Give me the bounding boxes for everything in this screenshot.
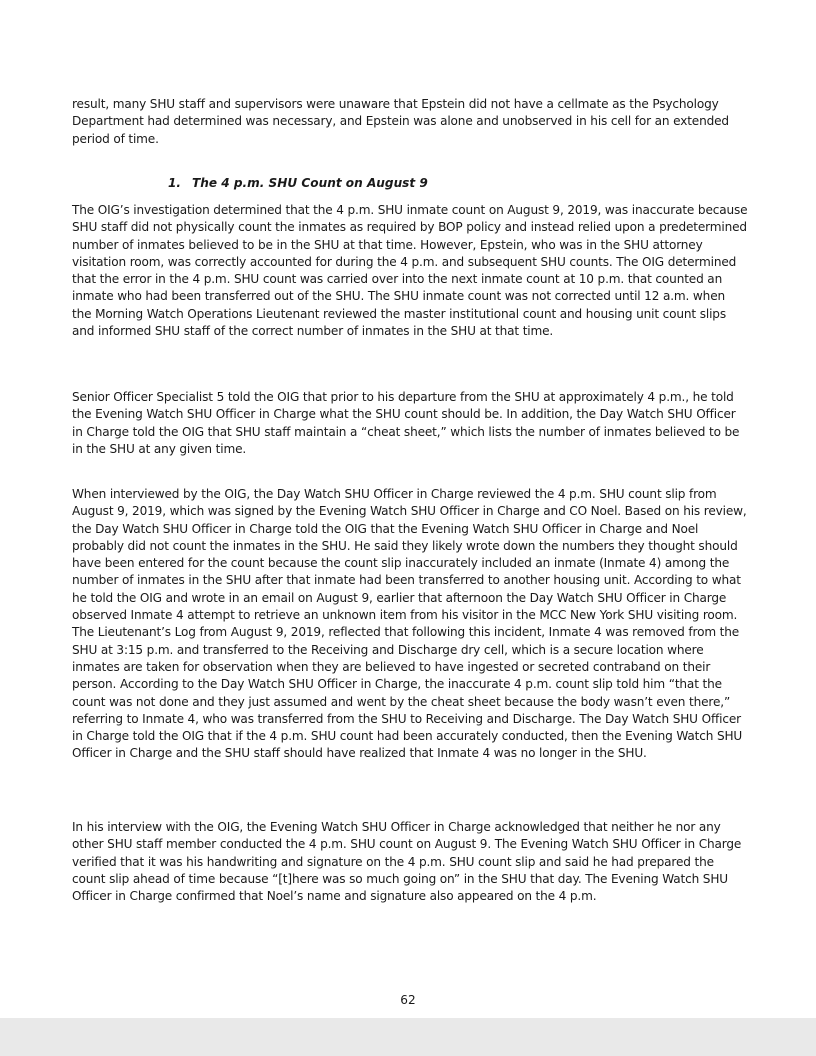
paragraph-evening-watch-interview: In his interview with the OIG, the Evening Watch SHU Officer in Charge acknowledged that neither he nor any other SHU staff member conducted the 4 p.m. SHU count on August 9. The Evening Watch SHU Officer in Charge verified that it was his handwriting and signature on the 4 p.m. SHU count slip and said he had prepared the count slip ahead of time because “[t]here was so much going on” in the SHU that day. The Evening Watch SHU Officer in Charge confirmed that Noel’s name and signature also appeared on the 4 p.m. <box>72 820 742 904</box>
page-number: 62 <box>400 993 416 1007</box>
paragraph-senior-officer: Senior Officer Specialist 5 told the OIG that prior to his departure from the SHU at approximately 4 p.m., he told the Evening Watch SHU Officer in Charge what the SHU count should be. In addition, the Day Watch SHU Officer in Charge told the OIG that SHU staff maintain a “cheat sheet,” which lists the number of inmates believed to be in the SHU at any given time. <box>72 390 740 456</box>
section-heading-number: 1. <box>168 176 182 190</box>
paragraph-investigation: The OIG’s investigation determined that the 4 p.m. SHU inmate count on August 9, 2019, was inaccurate because SHU staff did not physically count the inmates as required by BOP policy and instead relied upon a predetermined number of inmates believed to be in the SHU at that time. However, Epstein, who was in the SHU attorney visitation room, was correctly accounted for during the 4 p.m. and subsequent SHU counts. The OIG determined that the error in the 4 p.m. SHU count was carried over into the next inmate count at 10 p.m. that counted an inmate who had been transferred out of the SHU. The SHU inmate count was not corrected until 12 a.m. when the Morning Watch Operations Lieutenant reviewed the master institutional count and housing unit count slips and informed SHU staff of the correct number of inmates in the SHU at that time. <box>72 203 748 339</box>
paragraph-day-watch-review: When interviewed by the OIG, the Day Watch SHU Officer in Charge reviewed the 4 p.m. SHU count slip from August 9, 2019, which was signed by the Evening Watch SHU Officer in Charge and CO Noel. Based on his review, the Day Watch SHU Officer in Charge told the OIG that the Evening Watch SHU Officer in Charge and Noel probably did not count the inmates in the SHU. He said they likely wrote down the numbers they thought should have been entered for the count because the count slip inaccurately included an inmate (Inmate 4) among the number of inmates in the SHU after that inmate had been transferred to another housing unit. According to what he told the OIG and wrote in an email on August 9, earlier that afternoon the Day Watch SHU Officer in Charge observed Inmate 4 attempt to retrieve an unknown item from his visitor in the MCC New York SHU visiting room. The Lieutenant’s Log from August 9, 2019, reflected that following this incident, Inmate 4 was removed from the SHU at 3:15 p.m. and transferred to the Receiving and Discharge dry cell, which is a secure location where inmates are taken for observation when they are believed to have ingested or secreted contraband on their person. According to the Day Watch SHU Officer in Charge, the inaccurate 4 p.m. count slip told him “that the count was not done and they just assumed and went by the cheat sheet because the body wasn’t even there,” referring to Inmate 4, who was transferred from the SHU to Receiving and Discharge. The Day Watch SHU Officer in Charge told the OIG that if the 4 p.m. SHU count had been accurately conducted, then the Evening Watch SHU Officer in Charge and the SHU staff should have realized that Inmate 4 was no longer in the SHU. <box>72 487 747 761</box>
section-heading <box>168 176 428 190</box>
section-heading-title: The 4 p.m. SHU Count on August 9 <box>192 176 428 190</box>
paragraph-intro-continuation: result, many SHU staff and supervisors were unaware that Epstein did not have a cellmate as the Psychology Department had determined was necessary, and Epstein was alone and unobserved in his cell for an extended period of time. <box>72 97 729 146</box>
